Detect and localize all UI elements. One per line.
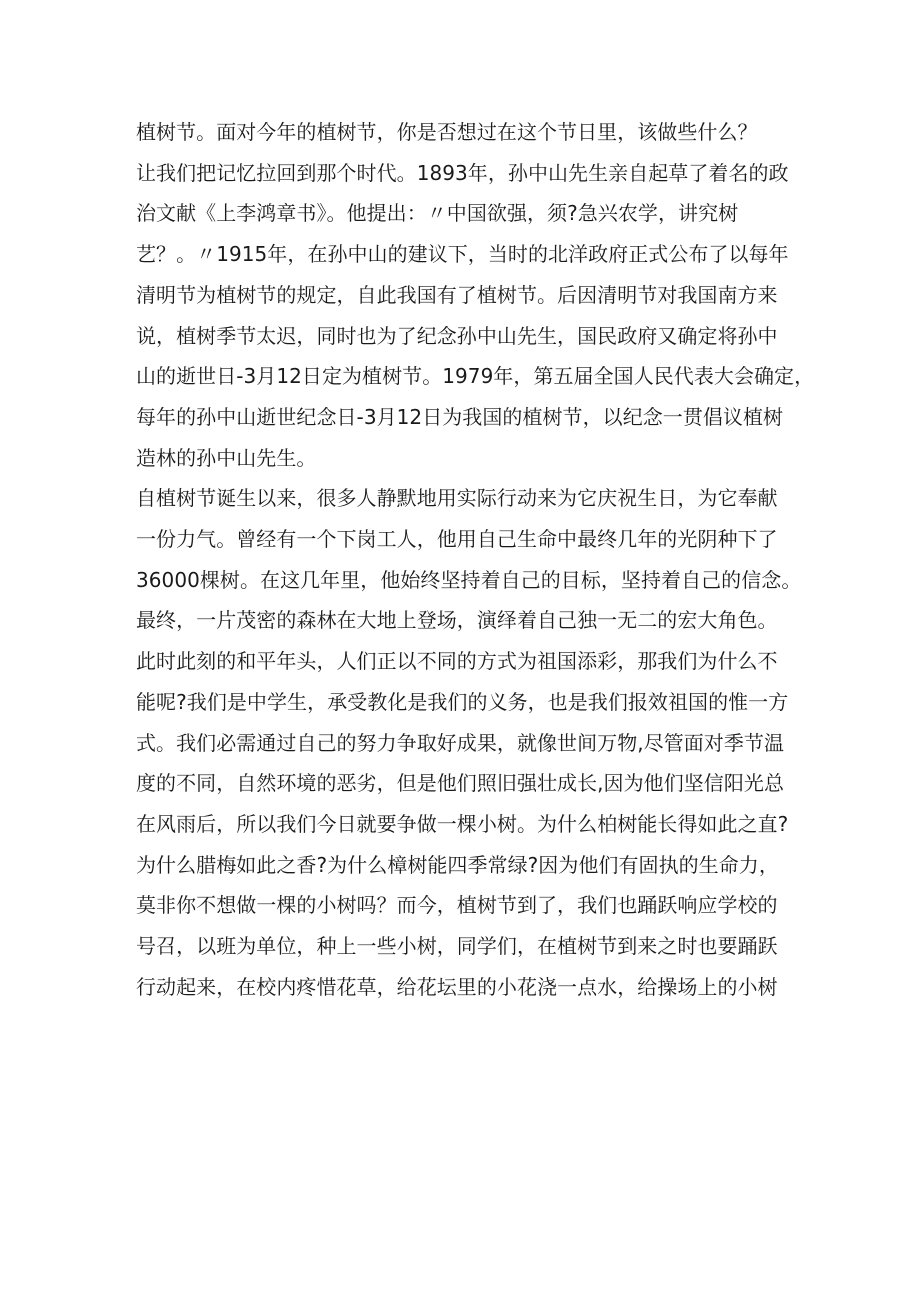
text-line: 行动起来，在校内疼惜花草，给花坛里的小花浇一点水，给操场上的小树 <box>136 974 778 999</box>
text-line: 此时此刻的和平年头，人们正以不同的方式为祖国添彩，那我们为什么不 <box>136 649 778 674</box>
text-line: 造林的孙中山先生。 <box>136 445 317 470</box>
text-line: 让我们把记忆拉回到那个时代。1893年，孙中山先生亲自起草了着名的政 <box>136 160 789 185</box>
text-line: 在风雨后，所以我们今日就要争做一棵小树。为什么柏树能长得如此之直? <box>136 811 789 836</box>
text-line: 能呢?我们是中学生，承受教化是我们的义务，也是我们报效祖国的惟一方 <box>136 689 789 714</box>
text-line: 山的逝世日-3月12日定为植树节。1979年，第五届全国人民代表大会确定， <box>136 364 815 389</box>
text-line: 式。我们必需通过自己的努力争取好成果，就像世间万物,尽管面对季节温 <box>136 730 785 755</box>
text-line: 莫非你不想做一棵的小树吗？而今，植树节到了，我们也踊跃响应学校的 <box>136 893 778 918</box>
text-line: 每年的孙中山逝世纪念日-3月12日为我国的植树节，以纪念一贯倡议植树 <box>136 404 784 429</box>
text-line: 植树节。面对今年的植树节，你是否想过在这个节日里，该做些什么？ <box>136 120 758 144</box>
text-line: 36000棵树。在这几年里，他始终坚持着自己的目标，坚持着自己的信念。 <box>136 567 802 592</box>
text-line: 说，植树季节太迟，同时也为了纪念孙中山先生，国民政府又确定将孙中 <box>136 323 778 348</box>
text-line: 自植树节诞生以来，很多人静默地用实际行动来为它庆祝生日，为它奉献 <box>136 486 778 511</box>
text-line: 治文献《上李鸿章书》。他提出：〃中国欲强，须?急兴农学，讲究树 <box>136 201 739 226</box>
document-body <box>136 112 815 1007</box>
text-line: 清明节为植树节的规定，自此我国有了植树节。后因清明节对我国南方来 <box>136 282 778 307</box>
text-line: 艺？。〃1915年，在孙中山的建议下，当时的北洋政府正式公布了以每年 <box>136 242 789 267</box>
text-line: 为什么腊梅如此之香?为什么樟树能四季常绿?因为他们有固执的生命力， <box>136 852 779 877</box>
text-line: 一份力气。曾经有一个下岗工人，他用自己生命中最终几年的光阴种下了 <box>136 527 778 552</box>
text-line: 号召，以班为单位，种上一些小树，同学们，在植树节到来之时也要踊跃 <box>136 934 778 959</box>
text-line: 度的不同，自然环境的恶劣，但是他们照旧强壮成长,因为他们坚信阳光总 <box>136 771 785 796</box>
text-line: 最终，一片茂密的森林在大地上登场，演绎着自己独一无二的宏大角色。 <box>136 608 778 633</box>
